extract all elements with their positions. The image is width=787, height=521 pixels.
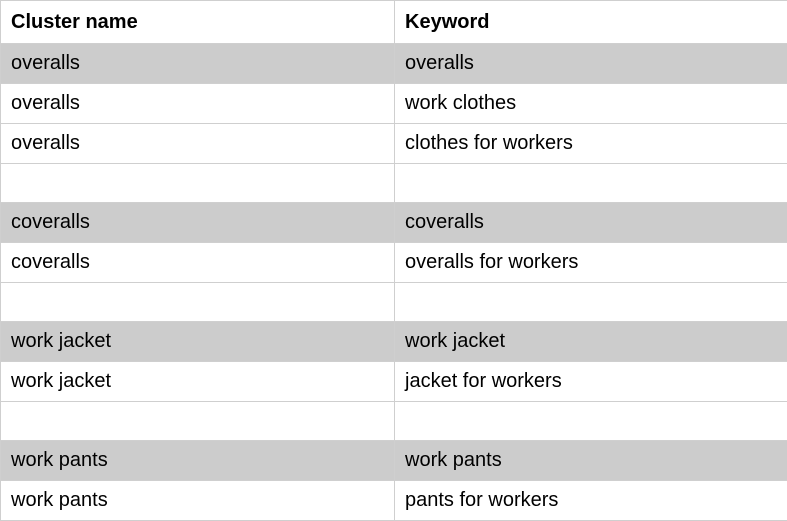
- cell-cluster-name: work pants: [1, 441, 395, 481]
- column-header-cluster-name: Cluster name: [1, 1, 395, 44]
- table-row-spacer: [1, 283, 787, 322]
- table-header: [1, 1, 787, 44]
- table-header-row: [1, 1, 787, 44]
- table-body: [1, 44, 787, 521]
- cell-cluster-name: [1, 164, 395, 203]
- table-row-spacer: [1, 402, 787, 441]
- cell-keyword: work pants: [395, 441, 787, 481]
- cell-keyword: work clothes: [395, 84, 787, 124]
- cell-cluster-name: overalls: [1, 44, 395, 84]
- table-row: [1, 124, 787, 164]
- cell-keyword: work jacket: [395, 322, 787, 362]
- cell-keyword: jacket for workers: [395, 362, 787, 402]
- table-row-spacer: [1, 164, 787, 203]
- cell-keyword: coveralls: [395, 203, 787, 243]
- cell-cluster-name: overalls: [1, 124, 395, 164]
- cell-cluster-name: coveralls: [1, 243, 395, 283]
- table-row: [1, 362, 787, 402]
- cell-keyword: clothes for workers: [395, 124, 787, 164]
- cell-cluster-name: [1, 402, 395, 441]
- table-row: [1, 203, 787, 243]
- cell-keyword: [395, 402, 787, 441]
- table-row: [1, 481, 787, 521]
- column-header-keyword: Keyword: [395, 1, 787, 44]
- cell-keyword: [395, 164, 787, 203]
- cell-cluster-name: coveralls: [1, 203, 395, 243]
- table-row: [1, 44, 787, 84]
- cell-cluster-name: overalls: [1, 84, 395, 124]
- cell-cluster-name: work pants: [1, 481, 395, 521]
- table-row: [1, 84, 787, 124]
- cell-keyword: pants for workers: [395, 481, 787, 521]
- table-row: [1, 441, 787, 481]
- table-row: [1, 322, 787, 362]
- table-row: [1, 243, 787, 283]
- cell-cluster-name: work jacket: [1, 362, 395, 402]
- cell-keyword: overalls: [395, 44, 787, 84]
- cell-keyword: [395, 283, 787, 322]
- cell-keyword: overalls for workers: [395, 243, 787, 283]
- cell-cluster-name: [1, 283, 395, 322]
- cell-cluster-name: work jacket: [1, 322, 395, 362]
